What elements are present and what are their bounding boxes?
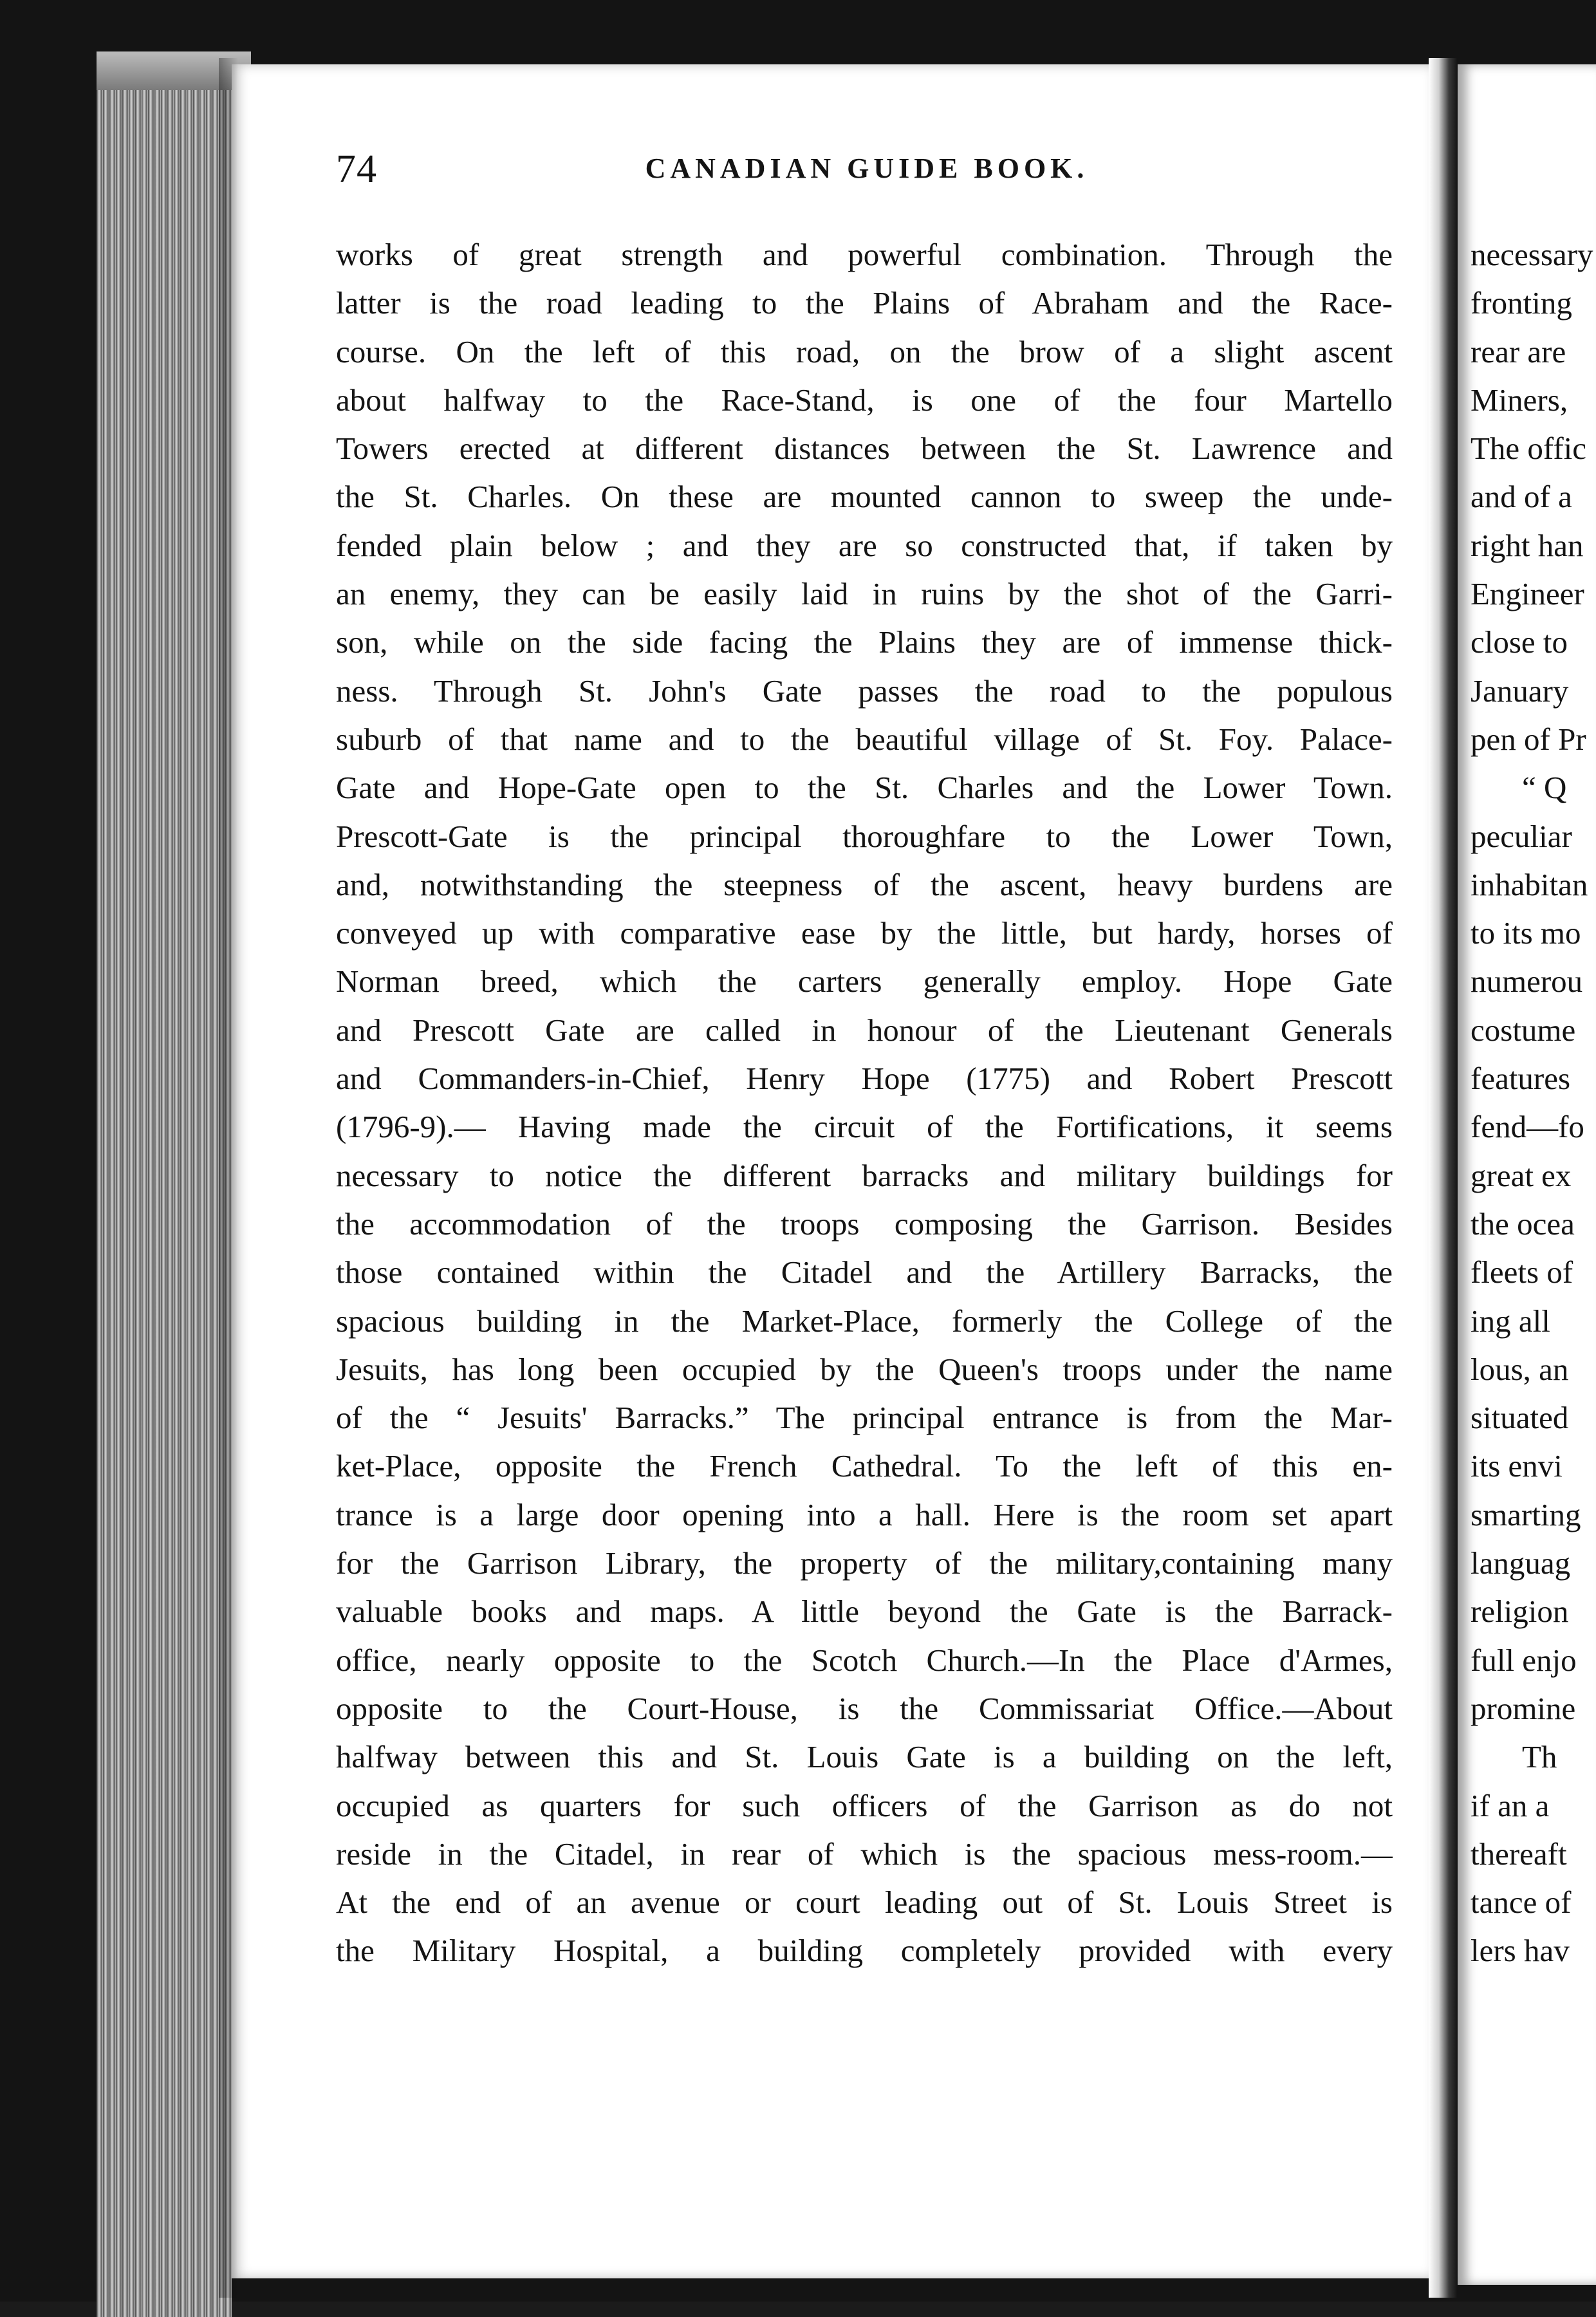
right-text-line: Engineer xyxy=(1471,576,1584,612)
body-text xyxy=(336,230,1393,1975)
text-line: those contained within the Citadel and the Artillery Barracks, the xyxy=(336,1254,1393,1290)
text-line: Prescott-Gate is the principal thoroughfare to the Lower Town, xyxy=(336,818,1393,854)
text-line: reside in the Citadel, in rear of which is the spacious mess-room.— xyxy=(336,1836,1393,1872)
text-line: and Prescott Gate are called in honour of the Lieutenant Generals xyxy=(336,1012,1393,1048)
page-edges xyxy=(97,51,232,2317)
text-line: opposite to the Court-House, is the Commissariat Office.—About xyxy=(336,1690,1393,1726)
right-text-line: religion xyxy=(1471,1594,1569,1630)
right-text-line: rear are xyxy=(1471,333,1566,369)
right-text-line: great ex xyxy=(1471,1157,1572,1193)
right-text-line: peculiar xyxy=(1471,818,1572,854)
right-text-line: right han xyxy=(1471,527,1584,563)
right-text-line: if an a xyxy=(1471,1787,1550,1823)
text-line: the accommodation of the troops composing the Garrison. Besides xyxy=(336,1205,1393,1242)
text-line: suburb of that name and to the beautiful village of St. Foy. Palace- xyxy=(336,721,1393,757)
text-line: necessary to notice the different barracks and military buildings for xyxy=(336,1157,1393,1193)
right-text-line: numerou xyxy=(1471,963,1583,1000)
right-text-line: The offic xyxy=(1471,431,1587,467)
right-page xyxy=(1458,64,1596,2285)
right-text-line: inhabitan xyxy=(1471,866,1588,902)
text-line: ket-Place, opposite the French Cathedral. To the left of this en- xyxy=(336,1448,1393,1484)
text-line: son, while on the side facing the Plains they are of immense thick- xyxy=(336,624,1393,660)
right-text-line: its envi xyxy=(1471,1448,1563,1484)
right-text-line: features xyxy=(1471,1061,1571,1097)
right-page-text xyxy=(1471,230,1596,1975)
text-line: for the Garrison Library, the property of the military,containing many xyxy=(336,1545,1393,1581)
text-line: Gate and Hope-Gate open to the St. Charles and the Lower Town. xyxy=(336,770,1393,806)
right-text-line: fleets of xyxy=(1471,1254,1573,1290)
text-line: latter is the road leading to the Plains of Abraham and the Race- xyxy=(336,285,1393,321)
right-text-line: and of a xyxy=(1471,479,1572,515)
right-text-line: necessary xyxy=(1471,237,1593,272)
right-text-line: January xyxy=(1471,673,1569,709)
text-line: Jesuits, has long been occupied by the Queen's troops under the name xyxy=(336,1351,1393,1387)
right-text-line: “ Q xyxy=(1522,770,1567,806)
text-line: spacious building in the Market-Place, formerly the College of the xyxy=(336,1303,1393,1339)
text-line: fended plain below ; and they are so constructed that, if taken by xyxy=(336,527,1393,563)
book-gutter xyxy=(1429,58,1458,2298)
text-line: office, nearly opposite to the Scotch Church.—In the Place d'Armes, xyxy=(336,1642,1393,1678)
text-line: the St. Charles. On these are mounted cannon to sweep the unde- xyxy=(336,479,1393,515)
text-line: and, notwithstanding the steepness of the ascent, heavy burdens are xyxy=(336,866,1393,902)
text-line: trance is a large door opening into a hall. Here is the room set apart xyxy=(336,1496,1393,1532)
text-line: an enemy, they can be easily laid in ruins by the shot of the Garri- xyxy=(336,576,1393,612)
book-title: CANADIAN GUIDE BOOK. xyxy=(645,153,1089,184)
right-text-line: costume xyxy=(1471,1012,1576,1048)
page-number: 74 xyxy=(336,147,377,191)
right-text-line: the ocea xyxy=(1471,1205,1575,1242)
left-page xyxy=(232,64,1429,2278)
text-line: course. On the left of this road, on the brow of a slight ascent xyxy=(336,333,1393,369)
text-line: Norman breed, which the carters generally employ. Hope Gate xyxy=(336,963,1393,1000)
text-line: the Military Hospital, a building completely provided with every xyxy=(336,1933,1393,1969)
right-text-line: Th xyxy=(1522,1739,1557,1775)
right-text-line: to its mo xyxy=(1471,915,1581,951)
right-text-line: lous, an xyxy=(1471,1351,1569,1387)
right-text-line: languag xyxy=(1471,1545,1571,1581)
right-text-line: tance of xyxy=(1471,1884,1572,1921)
right-text-line: promine xyxy=(1471,1690,1576,1726)
text-line: works of great strength and powerful combination. Through the xyxy=(336,237,1393,272)
spine-shadow xyxy=(219,58,238,2298)
text-line: halfway between this and St. Louis Gate is a building on the left, xyxy=(336,1739,1393,1775)
text-line: of the “ Jesuits' Barracks.” The principal entrance is from the Mar- xyxy=(336,1400,1393,1436)
right-text-line: lers hav xyxy=(1471,1933,1570,1969)
right-text-line: close to xyxy=(1471,624,1568,660)
right-text-line: smarting xyxy=(1471,1496,1581,1532)
right-text-line: Miners, xyxy=(1471,382,1568,418)
text-line: (1796-9).— Having made the circuit of the Fortifications, it seems xyxy=(336,1109,1393,1145)
right-text-line: thereaft xyxy=(1471,1836,1567,1872)
right-text-line: situated xyxy=(1471,1400,1569,1436)
text-line: At the end of an avenue or court leading out of St. Louis Street is xyxy=(336,1884,1393,1921)
text-line: conveyed up with comparative ease by the little, but hardy, horses of xyxy=(336,915,1393,951)
right-text-line: full enjo xyxy=(1471,1642,1577,1678)
right-text-line: ing all xyxy=(1471,1303,1550,1339)
right-text-line: fend—fo xyxy=(1471,1109,1584,1145)
text-line: about halfway to the Race-Stand, is one of the four Martello xyxy=(336,382,1393,418)
text-line: Towers erected at different distances between the St. Lawrence and xyxy=(336,431,1393,467)
text-line: and Commanders-in-Chief, Henry Hope (1775) and Robert Prescott xyxy=(336,1061,1393,1097)
text-line: valuable books and maps. A little beyond the Gate is the Barrack- xyxy=(336,1594,1393,1630)
right-text-line: pen of Pr xyxy=(1471,721,1586,757)
running-head xyxy=(336,147,1398,205)
text-line: ness. Through St. John's Gate passes the road to the populous xyxy=(336,673,1393,709)
text-line: occupied as quarters for such officers of the Garrison as do not xyxy=(336,1787,1393,1823)
right-text-line: fronting xyxy=(1471,285,1572,321)
